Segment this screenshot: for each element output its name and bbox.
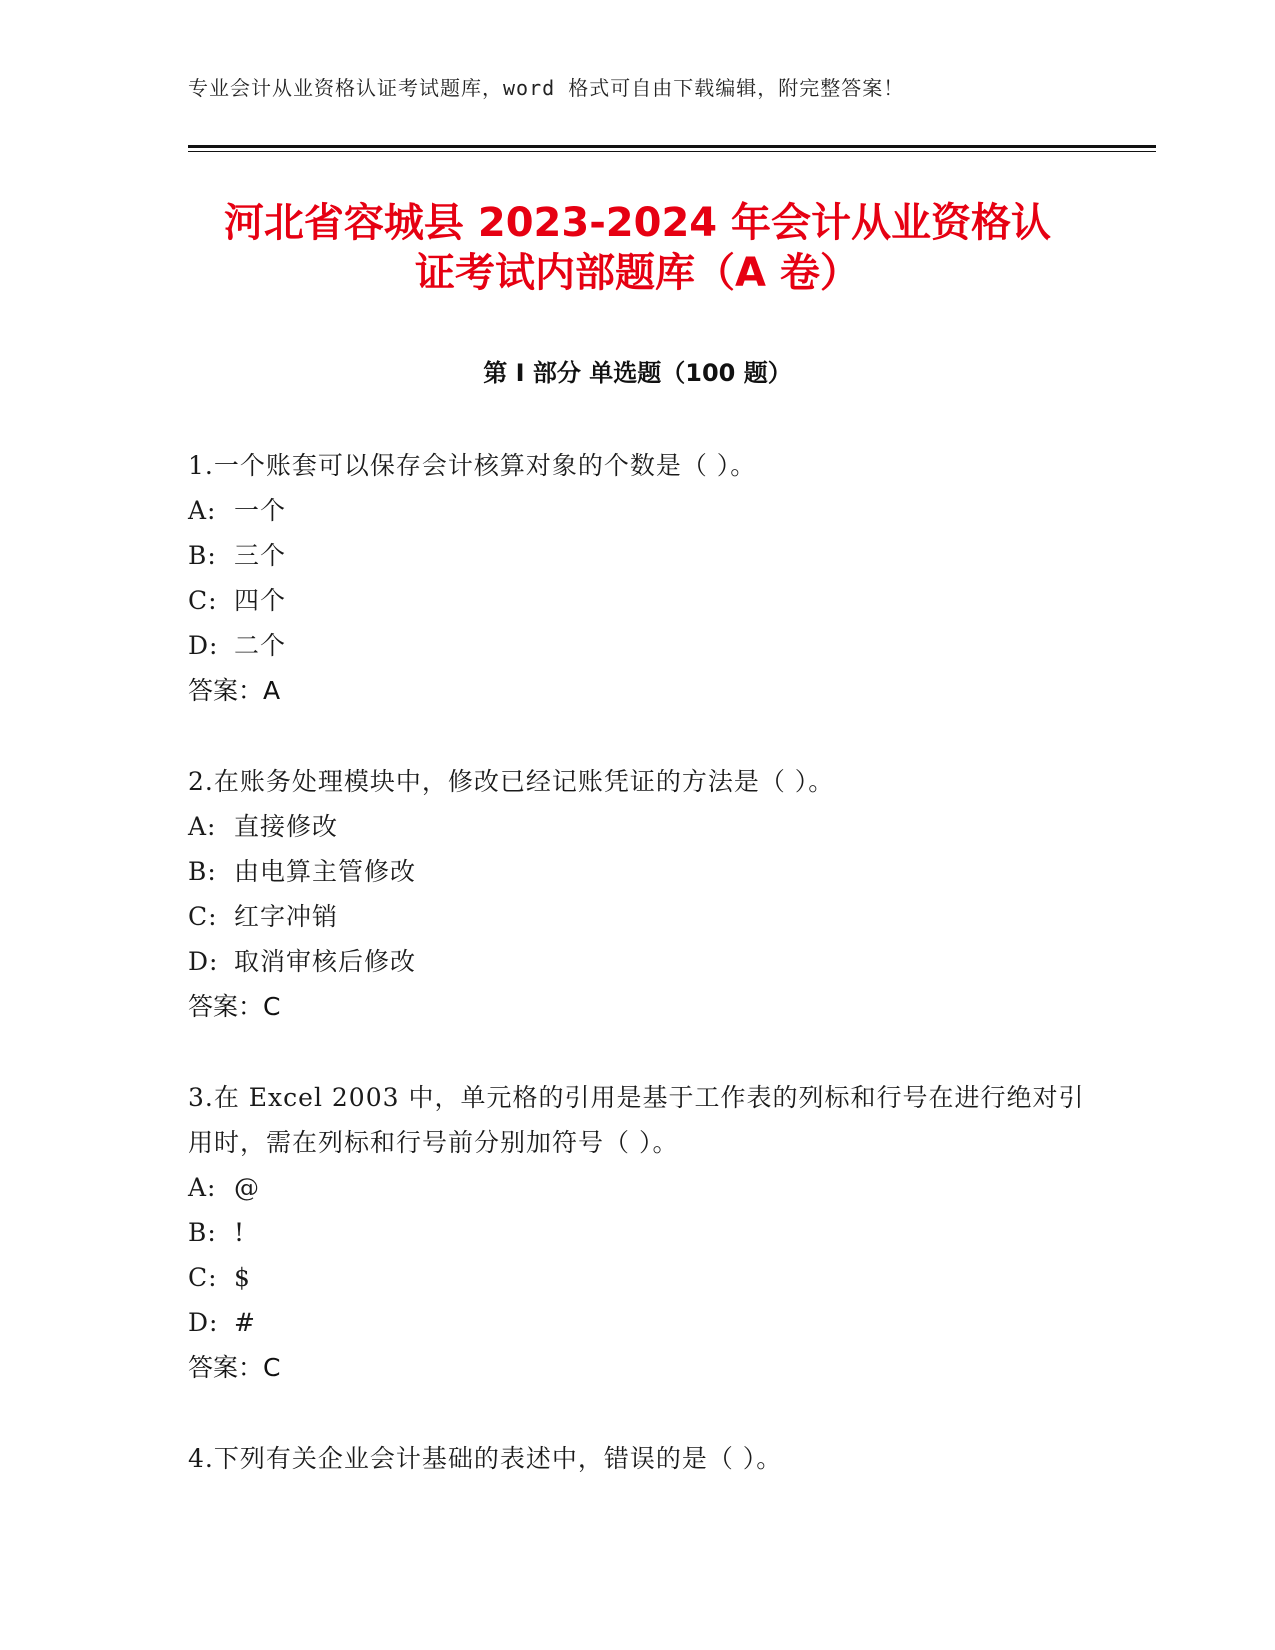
option-letter: B:	[188, 857, 217, 886]
title-line-1: 河北省容城县 2023-2024 年会计从业资格认	[223, 200, 1052, 246]
option-d	[188, 939, 1088, 984]
option-a	[188, 488, 1088, 533]
option-letter: C:	[188, 1263, 218, 1292]
option-text: @	[234, 1173, 260, 1202]
option-letter: D:	[188, 1308, 219, 1337]
option-b	[188, 849, 1088, 894]
option-text: 红字冲销	[234, 902, 339, 931]
option-a	[188, 804, 1088, 849]
option-a	[188, 1165, 1088, 1210]
option-letter: C:	[188, 586, 218, 615]
option-letter: D:	[188, 947, 219, 976]
option-c	[188, 578, 1088, 623]
answer: 答案：C	[188, 1353, 281, 1382]
header-divider-thick	[188, 145, 1156, 148]
header-note: 专业会计从业资格认证考试题库，word 格式可自由下载编辑，附完整答案！	[188, 76, 905, 100]
answer: 答案：C	[188, 992, 281, 1021]
question-stem: 2.在账务处理模块中，修改已经记账凭证的方法是（ ）。	[188, 767, 835, 796]
option-text: !	[234, 1218, 246, 1247]
option-d	[188, 1300, 1088, 1345]
option-text: #	[234, 1308, 256, 1337]
option-text: 二个	[234, 631, 287, 660]
title-line-2: 证考试内部题库（A 卷）	[415, 250, 860, 296]
question-stem: 1.一个账套可以保存会计核算对象的个数是（ ）。	[188, 451, 757, 480]
option-d	[188, 623, 1088, 668]
option-b	[188, 1210, 1088, 1255]
question-stem: 4.下列有关企业会计基础的表述中，错误的是（ ）。	[188, 1444, 783, 1473]
option-c	[188, 894, 1088, 939]
question-3	[188, 1075, 1088, 1390]
option-text: 三个	[234, 541, 287, 570]
option-text: 一个	[234, 496, 287, 525]
option-letter: A:	[188, 496, 217, 525]
option-letter: A:	[188, 1173, 217, 1202]
option-b	[188, 533, 1088, 578]
option-text: 直接修改	[234, 812, 339, 841]
option-c	[188, 1255, 1088, 1300]
question-list	[188, 443, 1088, 1527]
question-4	[188, 1436, 1088, 1481]
option-letter: B:	[188, 1218, 217, 1247]
header-divider-thin	[188, 151, 1156, 152]
option-letter: B:	[188, 541, 217, 570]
option-letter: C:	[188, 902, 218, 931]
option-text: 由电算主管修改	[234, 857, 417, 886]
option-letter: D:	[188, 631, 219, 660]
answer: 答案：A	[188, 676, 281, 705]
option-text: $	[234, 1263, 251, 1292]
document-title	[150, 198, 1125, 298]
option-text: 四个	[234, 586, 287, 615]
section-title: 第 I 部分 单选题（100 题）	[483, 359, 792, 387]
question-stem: 3.在 Excel 2003 中，单元格的引用是基于工作表的列标和行号在进行绝对引用时，需在列标和行号前分别加符号（ ）。	[188, 1083, 1085, 1157]
question-2	[188, 759, 1088, 1029]
question-1	[188, 443, 1088, 713]
option-letter: A:	[188, 812, 217, 841]
option-text: 取消审核后修改	[234, 947, 417, 976]
